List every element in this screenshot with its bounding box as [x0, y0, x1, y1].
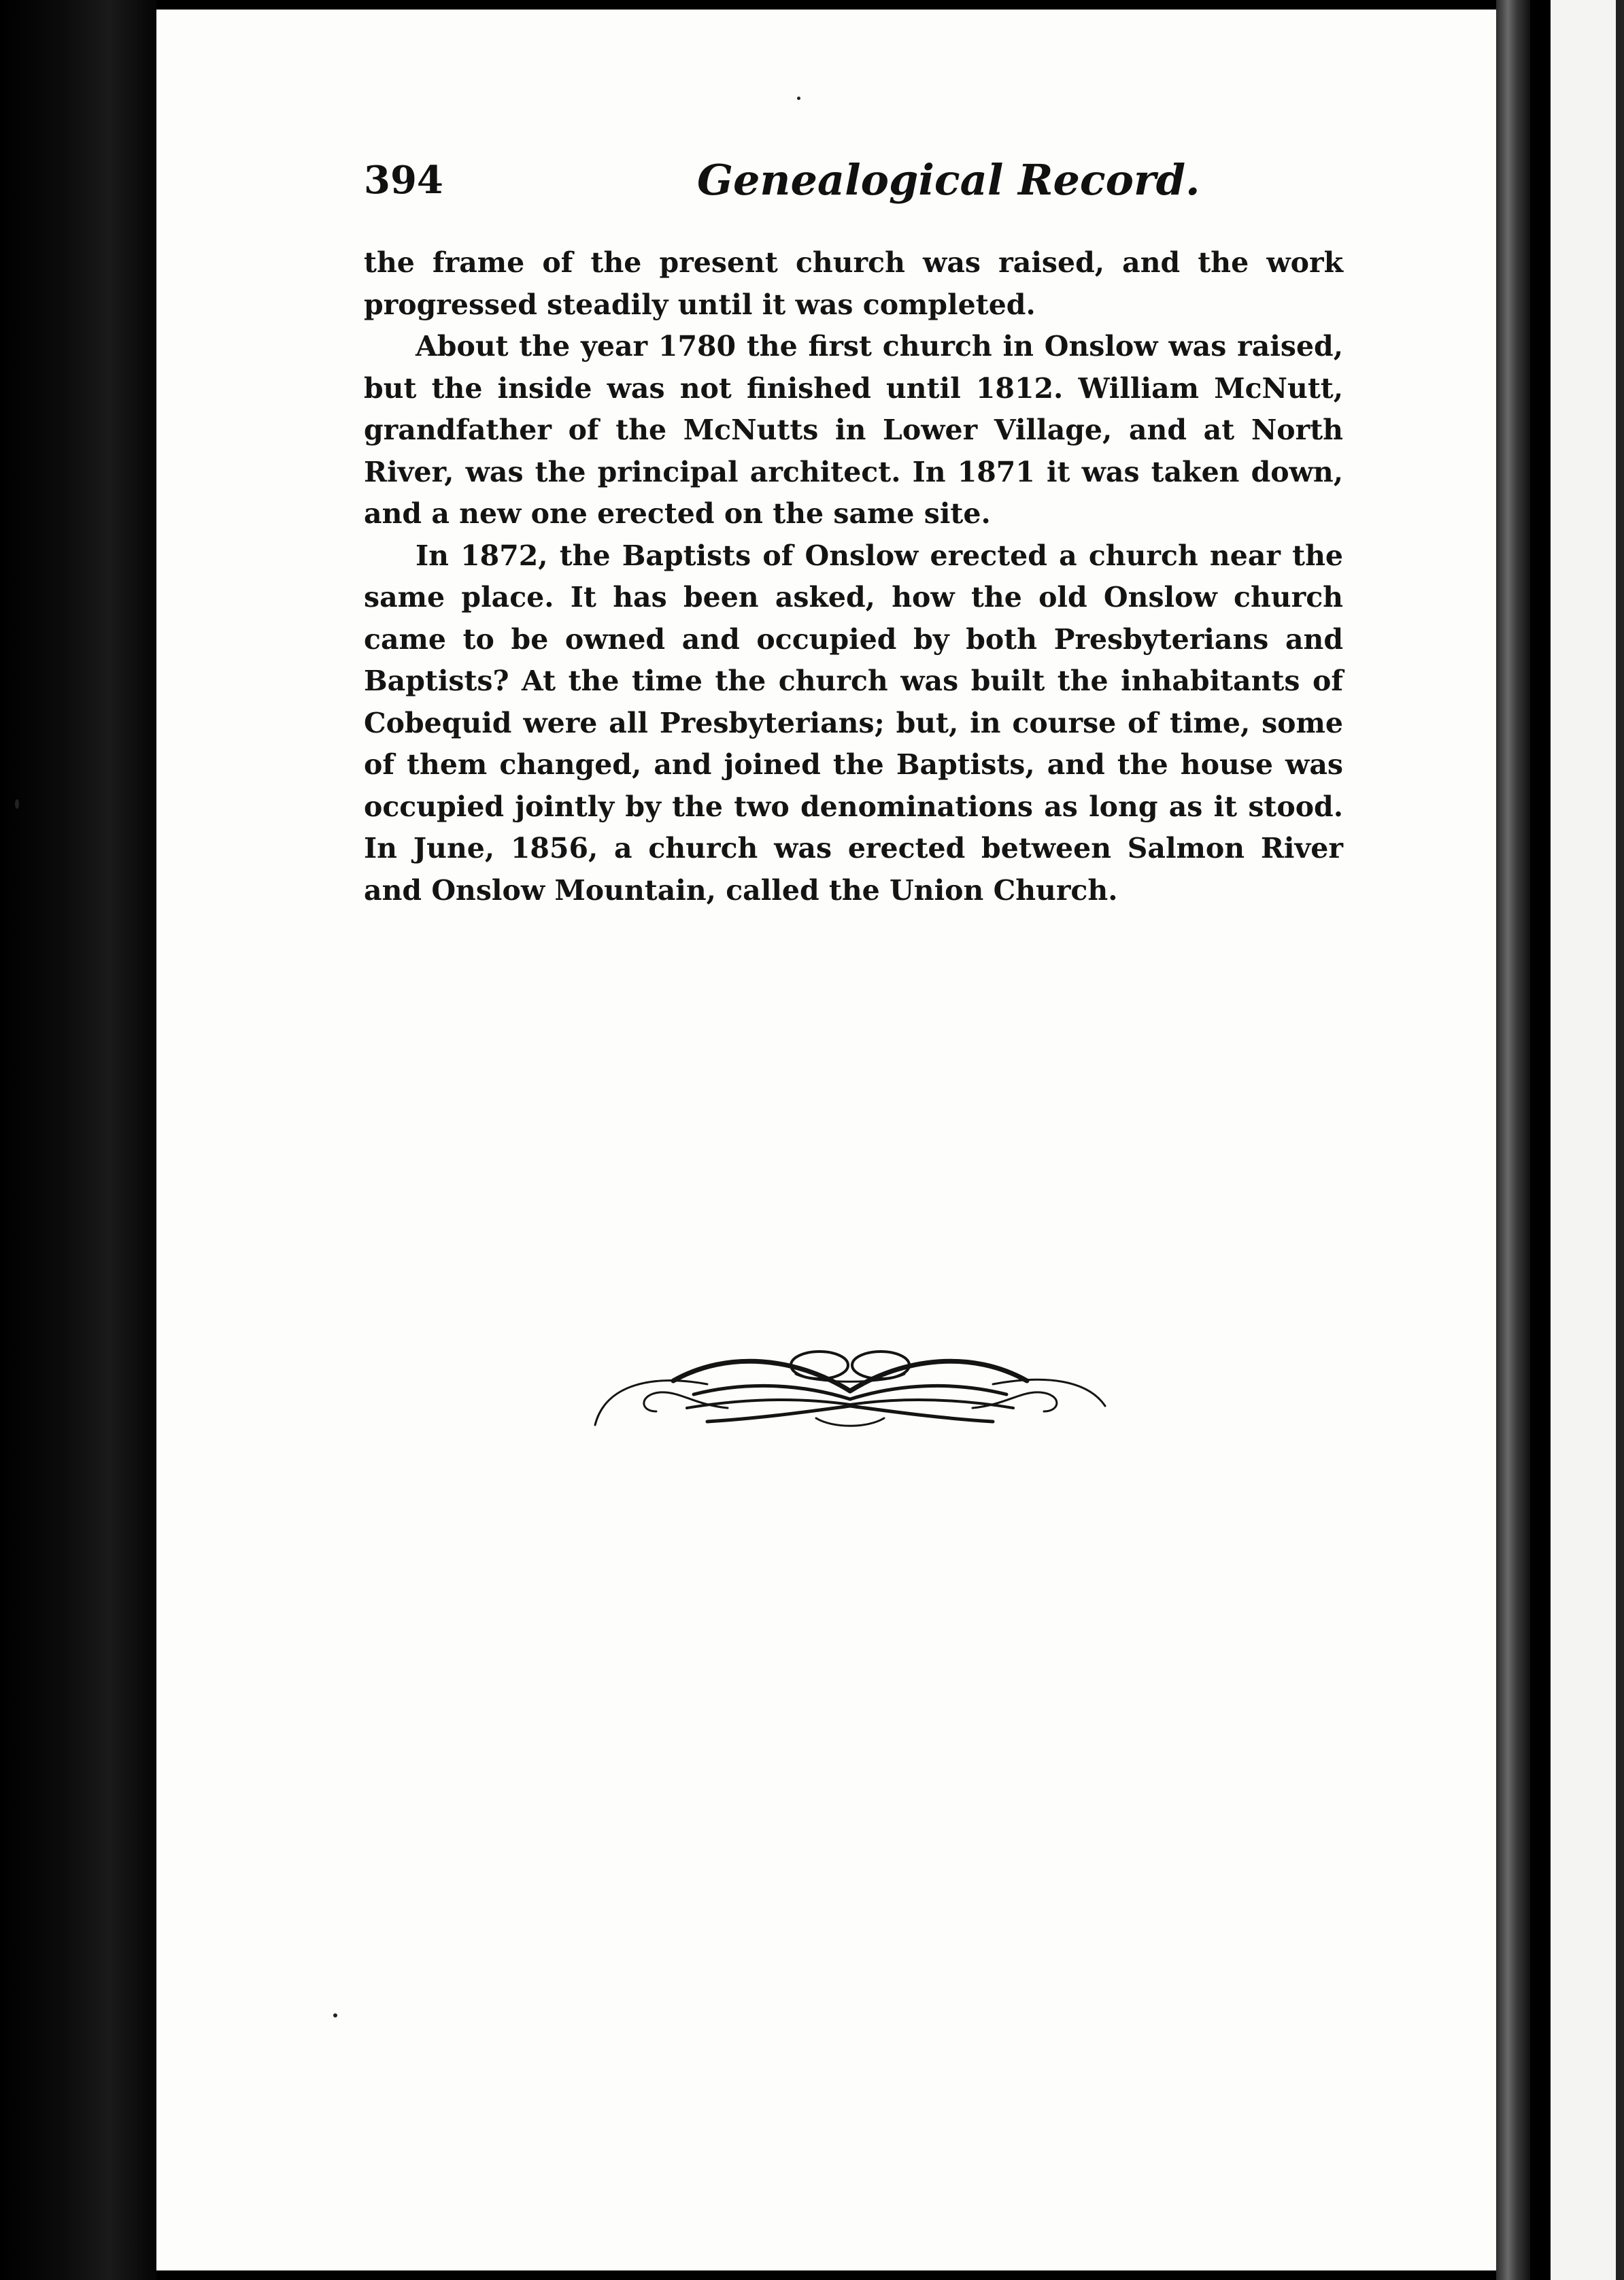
scan-speck [333, 2013, 337, 2017]
scan-speck [15, 799, 19, 809]
page-number: 394 [364, 158, 443, 203]
body-text [364, 242, 1343, 911]
adjacent-page-sliver [1551, 0, 1624, 2280]
paragraph-continued: the frame of the present church was raised, and the work progressed steadily until it was completed. [364, 246, 1343, 321]
running-title: Genealogical Record. [697, 155, 1200, 205]
page-gutter-edge [1496, 0, 1530, 2280]
paragraph-baptist-church: In 1872, the Baptists of Onslow erected a church near the same place. It has been asked, how the old Onslow church came to be owned and occupied by both Presbyterians and Baptists? At the time the church was built the inhabitants of Cobequid were all Presbyterians; but, in course of time, some of them changed, and joined the Baptists, and the house was occupied jointly by the two denominations as long as it stood. In June, 1856, a church was erected between Salmon River and Onslow Mountain, called the Union Church. [364, 539, 1343, 907]
book-spine-shadow [0, 0, 156, 2280]
page-header [364, 155, 1343, 219]
gutter-shadow [1530, 0, 1551, 2280]
flourish-ornament-icon [592, 1343, 1109, 1452]
paragraph-first-church: About the year 1780 the first church in Onslow was raised, but the inside was not finished until 1812. William McNutt, grandfather of the McNutts in Lower Village, and at North River, was the principal architect. In 1871 it was taken down, and a new one erected on the same site. [364, 330, 1343, 530]
scan-speck [797, 97, 800, 100]
adjacent-page-edge [1616, 0, 1624, 2280]
